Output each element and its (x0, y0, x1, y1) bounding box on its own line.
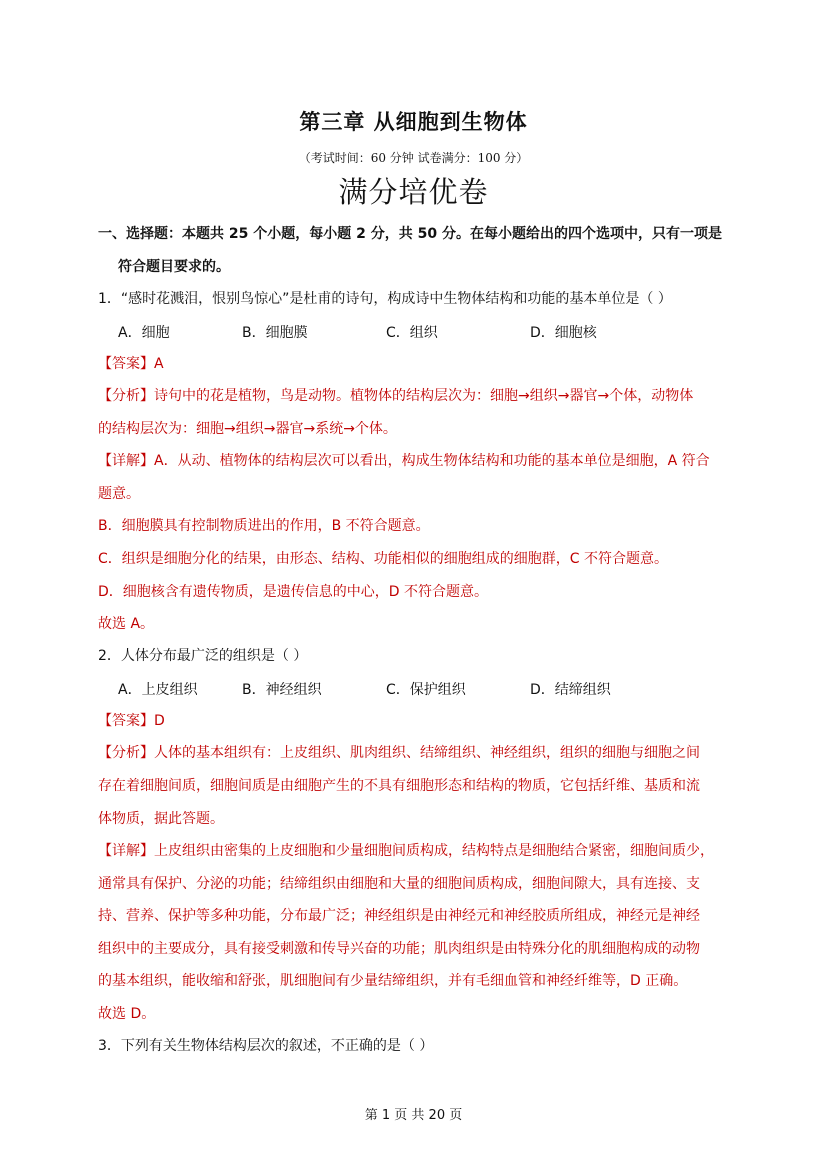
option-d: D．结缔组织 (530, 682, 611, 698)
option-c: C．保护组织 (386, 682, 466, 698)
detail-text: 上皮组织由密集的上皮细胞和少量细胞间质构成，结构特点是细胞结合紧密，细胞间质少， (154, 843, 714, 859)
section-heading: 一、选择题：本题共 25 个小题，每小题 2 分，共 50 分。在每小题给出的四个选项中，只有一项是 (98, 226, 722, 242)
option-b: B．细胞膜 (242, 325, 308, 341)
detail-tag: 【详解】 (98, 453, 154, 469)
detail-text: A．从动、植物体的结构层次可以看出，构成生物体结构和功能的基本单位是细胞，A 符合 (154, 453, 710, 469)
page-title: 第三章 从细胞到生物体 (299, 110, 528, 134)
analysis-text: 诗句中的花是植物，鸟是动物。植物体的结构层次为：细胞→组织→器官→个体，动物体 (154, 388, 694, 404)
option-b: B．神经组织 (242, 682, 322, 698)
conclusion-2: 故选 D。 (98, 1006, 156, 1022)
detail-2-cont: 通常具有保护、分泌的功能；结缔组织由细胞和大量的细胞间质构成，细胞间隙大，具有连接、支 (98, 876, 700, 892)
answer-2 (98, 711, 165, 731)
detail-2-cont4: 的基本组织，能收缩和舒张，肌细胞间有少量结缔组织，并有毛细血管和神经纤维等，D 正确。 (98, 973, 688, 989)
answer-value: A (154, 356, 164, 372)
answer-1 (98, 354, 164, 374)
analysis-tag: 【分析】 (98, 388, 154, 404)
section-heading-cont: 符合题目要求的。 (118, 259, 230, 275)
question-1-options (118, 322, 678, 342)
detail-1-c: C．组织是细胞分化的结果，由形态、结构、功能相似的细胞组成的细胞群，C 不符合题意。 (98, 551, 668, 567)
detail-1-cont: 题意。 (98, 486, 140, 502)
analysis-text: 人体的基本组织有：上皮组织、肌肉组织、结缔组织、神经组织，组织的细胞与细胞之间 (154, 745, 700, 761)
answer-tag: 【答案】 (98, 356, 154, 372)
question-2-options (118, 679, 678, 699)
detail-1 (98, 451, 710, 471)
exam-info: （考试时间：60 分钟 试卷满分：100 分） (298, 151, 529, 165)
detail-2-cont3: 组织中的主要成分，具有接受刺激和传导兴奋的功能；肌肉组织是由特殊分化的肌细胞构成的动物 (98, 941, 700, 957)
paper-title: 满分培优卷 (338, 175, 489, 209)
question-2-stem: 2．人体分布最广泛的组织是（ ） (98, 648, 308, 664)
question-1-stem: 1．“感时花溅泪，恨别鸟惊心”是杜甫的诗句，构成诗中生物体结构和功能的基本单位是（ ） (98, 291, 672, 307)
option-d: D．细胞核 (530, 325, 597, 341)
page-footer: 第 1 页 共 20 页 (364, 1108, 463, 1123)
detail-1-b: B．细胞膜具有控制物质进出的作用，B 不符合题意。 (98, 518, 430, 534)
analysis-1 (98, 386, 693, 406)
analysis-2 (98, 743, 700, 763)
detail-2-cont2: 持、营养、保护等多种功能，分布最广泛；神经组织是由神经元和神经胶质所组成，神经元是神经 (98, 908, 700, 924)
analysis-1-cont: 的结构层次为：细胞→组织→器官→系统→个体。 (98, 421, 397, 437)
option-a: A．上皮组织 (118, 682, 198, 698)
detail-tag: 【详解】 (98, 843, 154, 859)
answer-value: D (154, 713, 165, 729)
detail-2 (98, 841, 714, 861)
analysis-2-cont: 存在着细胞间质，细胞间质是由细胞产生的不具有细胞形态和结构的物质，它包括纤维、基质和流 (98, 778, 700, 794)
conclusion-1: 故选 A。 (98, 616, 155, 632)
option-a: A．细胞 (118, 325, 170, 341)
question-3-stem: 3．下列有关生物体结构层次的叙述，不正确的是（ ） (98, 1038, 434, 1054)
detail-1-d: D．细胞核含有遗传物质，是遗传信息的中心，D 不符合题意。 (98, 584, 489, 600)
option-c: C．组织 (386, 325, 438, 341)
analysis-2-cont2: 体物质，据此答题。 (98, 811, 224, 827)
answer-tag: 【答案】 (98, 713, 154, 729)
analysis-tag: 【分析】 (98, 745, 154, 761)
